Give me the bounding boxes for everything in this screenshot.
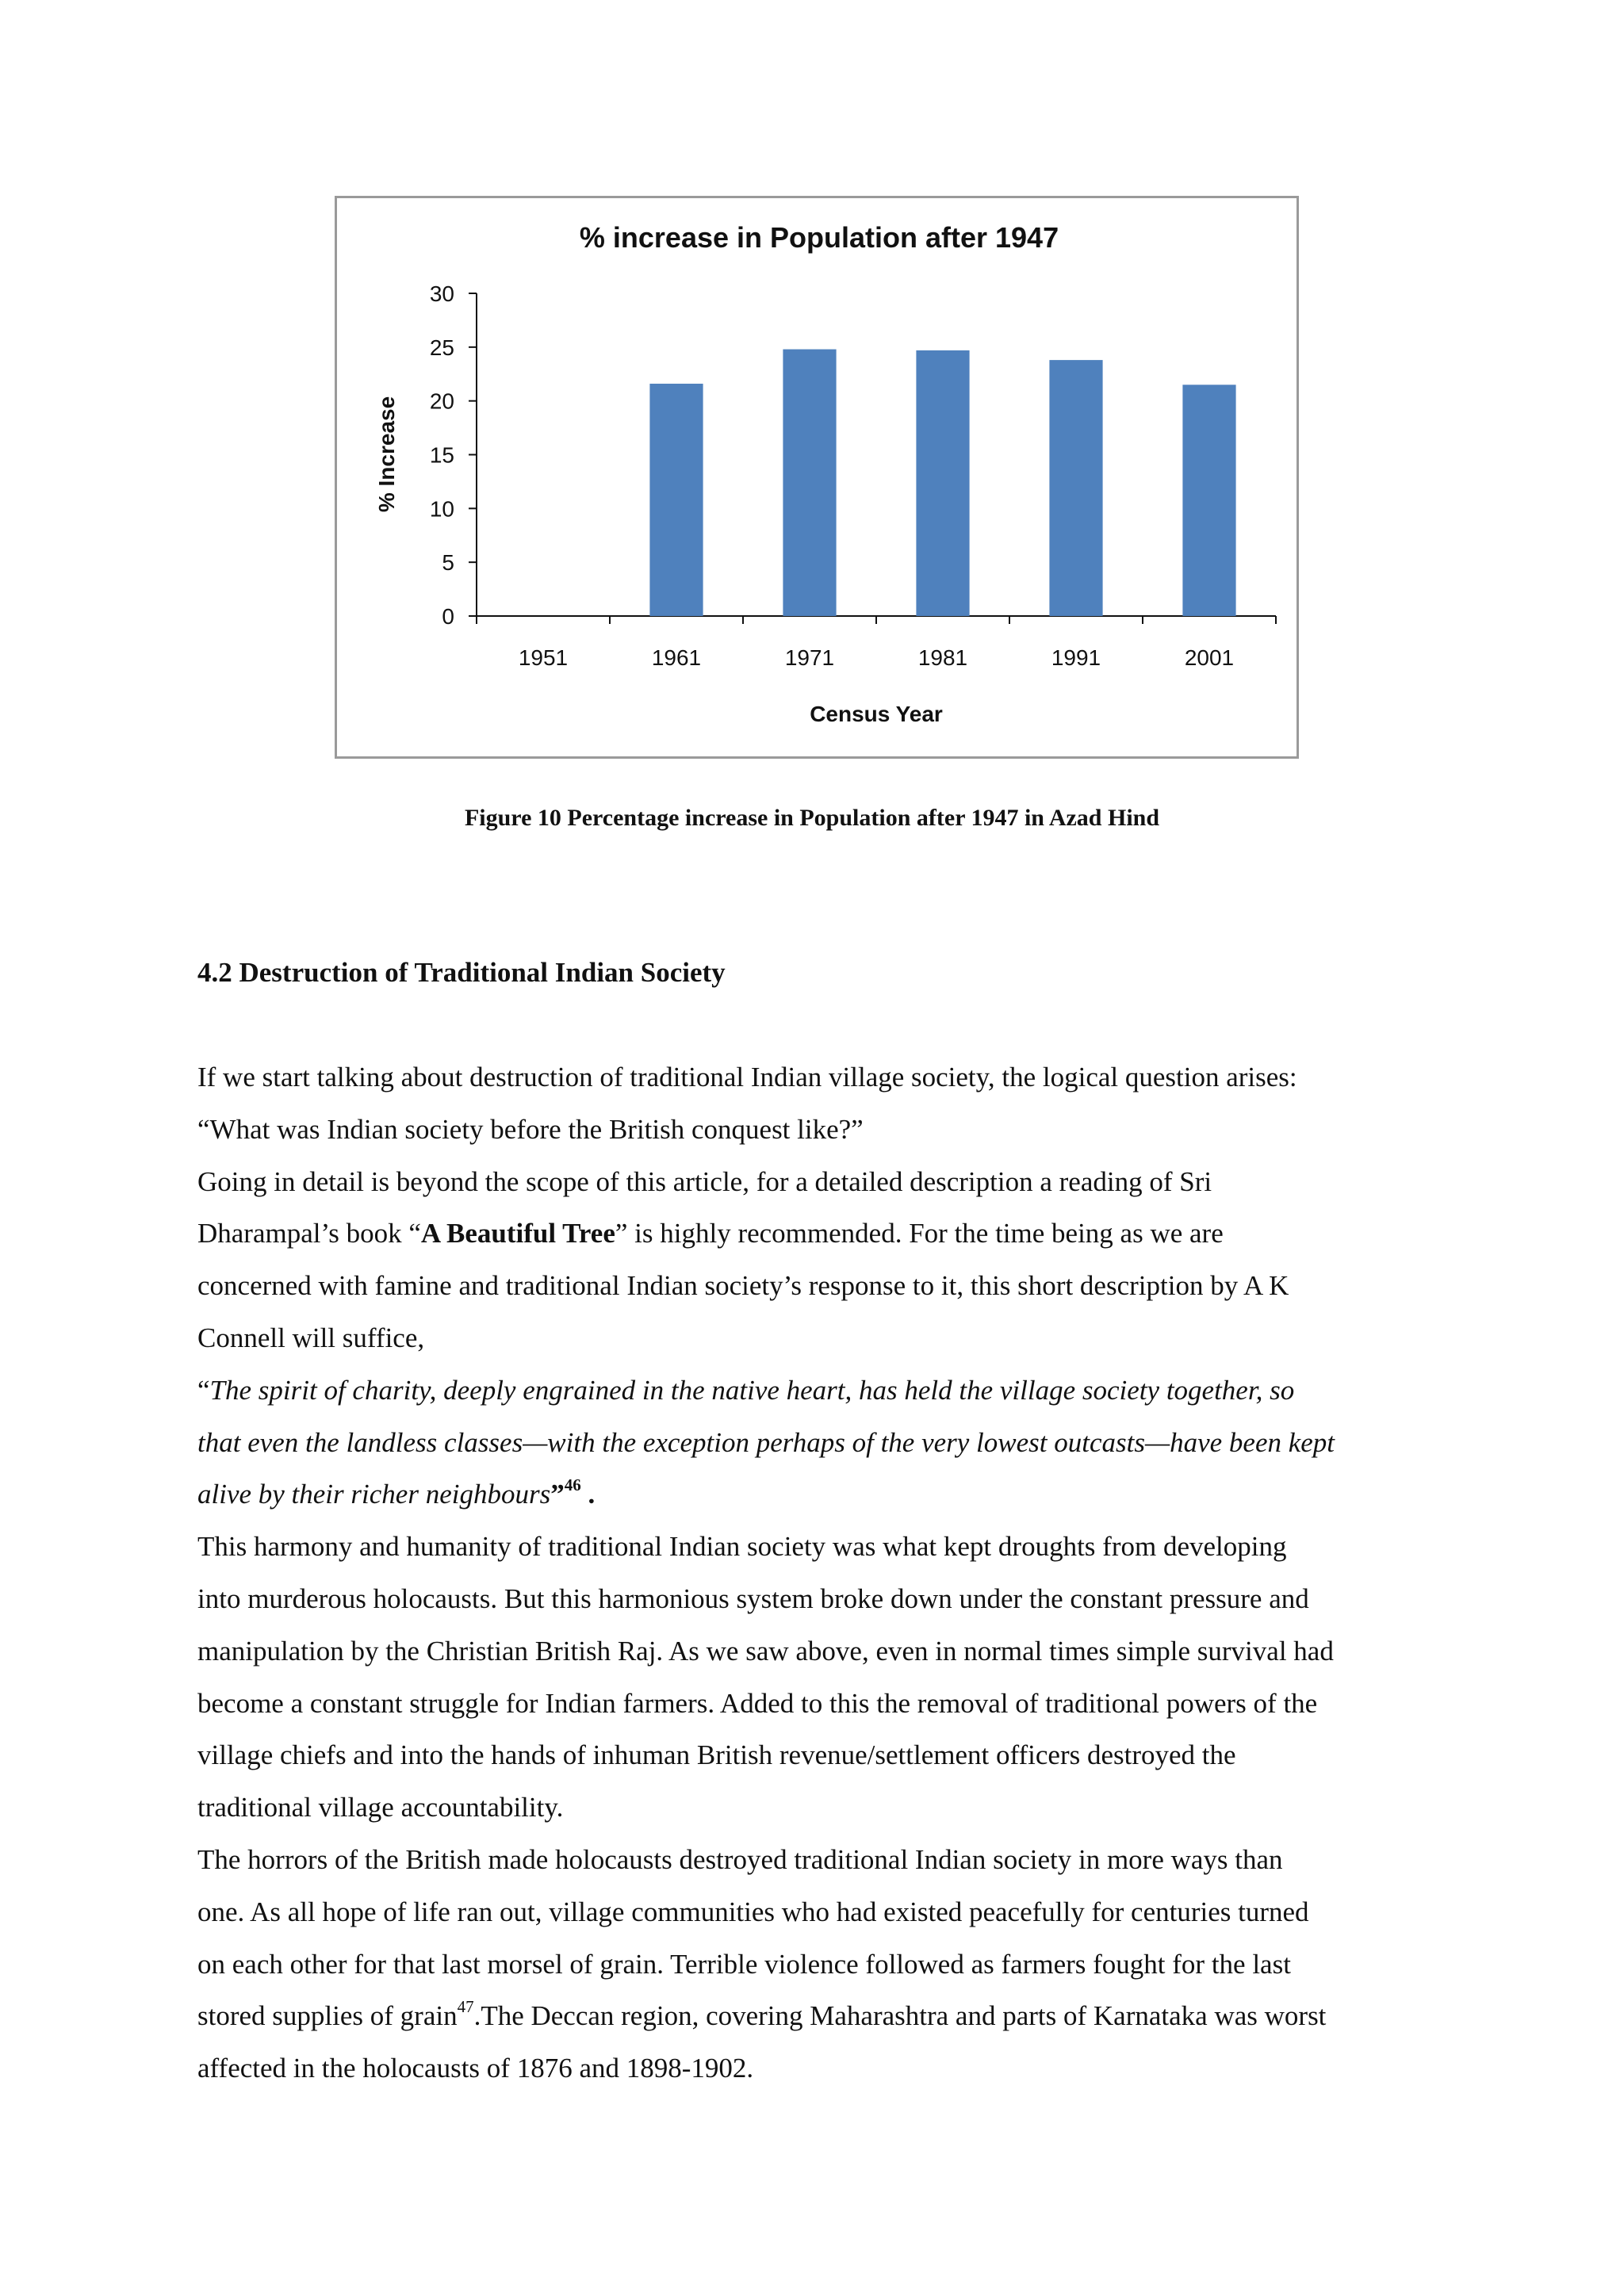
quote-open-mark: “ xyxy=(197,1374,210,1406)
text-run: ” is highly recommended. For the time being as we are xyxy=(615,1218,1224,1249)
quote-text: alive by their richer neighbours xyxy=(197,1479,551,1510)
quote-end: . xyxy=(580,1479,596,1510)
x-tick-label: 1951 xyxy=(518,645,569,670)
book-title: A Beautiful Tree xyxy=(420,1218,615,1249)
chart-plot-area xyxy=(430,281,1276,670)
footnote-ref-47[interactable]: 47 xyxy=(457,1996,474,2016)
y-tick-label: 0 xyxy=(442,604,454,629)
paragraph-line: become a constant struggle for Indian farmers. Added to this the removal of traditional powers of the xyxy=(197,1687,1318,1719)
x-tick-label: 1981 xyxy=(917,645,968,670)
footnote-ref-46[interactable]: 46 xyxy=(564,1475,581,1494)
bar-1991 xyxy=(1049,360,1102,616)
quote-line xyxy=(197,1417,1466,1469)
paragraph-line: “What was Indian society before the British conquest like?” xyxy=(197,1113,864,1145)
paragraph-line: If we start talking about destruction of traditional Indian village society, the logical question arises: xyxy=(197,1062,1297,1093)
x-tick-label: 1991 xyxy=(1051,645,1101,670)
text-run: Dharampal’s book “ xyxy=(197,1218,421,1249)
population-bar-chart xyxy=(337,198,1301,761)
x-tick-label: 1961 xyxy=(651,645,702,670)
y-tick-label: 20 xyxy=(429,388,454,414)
paragraph-line: village chiefs and into the hands of inhuman British revenue/settlement officers destroyed the xyxy=(197,1739,1236,1771)
text-run: stored supplies of grain xyxy=(197,2000,458,2032)
quote-close-mark: ” xyxy=(550,1479,565,1510)
body-text xyxy=(197,1051,1466,2095)
paragraph-line: into murderous holocausts. But this harmonious system broke down under the constant pressure and xyxy=(197,1582,1309,1614)
paragraph-line xyxy=(197,1990,1466,2042)
paragraph-line xyxy=(197,1207,1466,1260)
y-axis-label: % Increase xyxy=(374,396,399,513)
paragraph-line: This harmony and humanity of traditional Indian society was what kept droughts from developing xyxy=(197,1531,1287,1563)
x-tick-label: 2001 xyxy=(1184,645,1235,670)
paragraph-line: Going in detail is beyond the scope of this article, for a detailed description a reading of Sri xyxy=(197,1165,1212,1197)
chart-frame xyxy=(335,196,1299,759)
bar-1961 xyxy=(649,384,703,616)
section-heading: 4.2 Destruction of Traditional Indian Society xyxy=(197,957,726,988)
paragraph-line: on each other for that last morsel of grain. Terrible violence followed as farmers fought for the last xyxy=(197,1948,1291,1980)
chart-title: % increase in Population after 1947 xyxy=(579,221,1059,254)
quote-text: The spirit of charity, deeply engrained in the native heart, has held the village society together, so xyxy=(209,1374,1295,1406)
y-tick-label: 25 xyxy=(429,335,454,360)
x-axis-label: Census Year xyxy=(810,702,943,726)
paragraph-line: Connell will suffice, xyxy=(197,1322,425,1353)
x-tick-label: 1971 xyxy=(784,645,835,670)
bar-1971 xyxy=(783,350,836,616)
paragraph-line: affected in the holocausts of 1876 and 1898-1902. xyxy=(197,2053,754,2084)
y-tick-label: 10 xyxy=(429,496,454,522)
quote-line xyxy=(197,1364,1466,1417)
paragraph-line: The horrors of the British made holocausts destroyed traditional Indian society in more ways than xyxy=(197,1843,1283,1875)
text-run: .The Deccan region, covering Maharashtra and parts of Karnataka was worst xyxy=(473,2000,1327,2032)
paragraph-line: traditional village accountability. xyxy=(197,1792,564,1823)
paragraph-line: one. As all hope of life ran out, village communities who had existed peacefully for centuries turned xyxy=(197,1896,1309,1927)
figure-caption: Figure 10 Percentage increase in Population after 1947 in Azad Hind xyxy=(464,805,1160,831)
quote-line xyxy=(197,1468,1466,1521)
quote-text: that even the landless classes—with the exception perhaps of the very lowest outcasts—have been kept xyxy=(197,1426,1335,1458)
y-tick-label: 30 xyxy=(429,281,454,306)
paragraph-line: manipulation by the Christian British Raj. As we saw above, even in normal times simple survival had xyxy=(197,1635,1334,1667)
y-tick-label: 5 xyxy=(442,550,454,576)
y-tick-label: 15 xyxy=(429,442,454,468)
bar-1981 xyxy=(916,350,969,616)
bar-2001 xyxy=(1182,385,1235,616)
paragraph-line: concerned with famine and traditional Indian society’s response to it, this short description by A K xyxy=(197,1270,1289,1302)
